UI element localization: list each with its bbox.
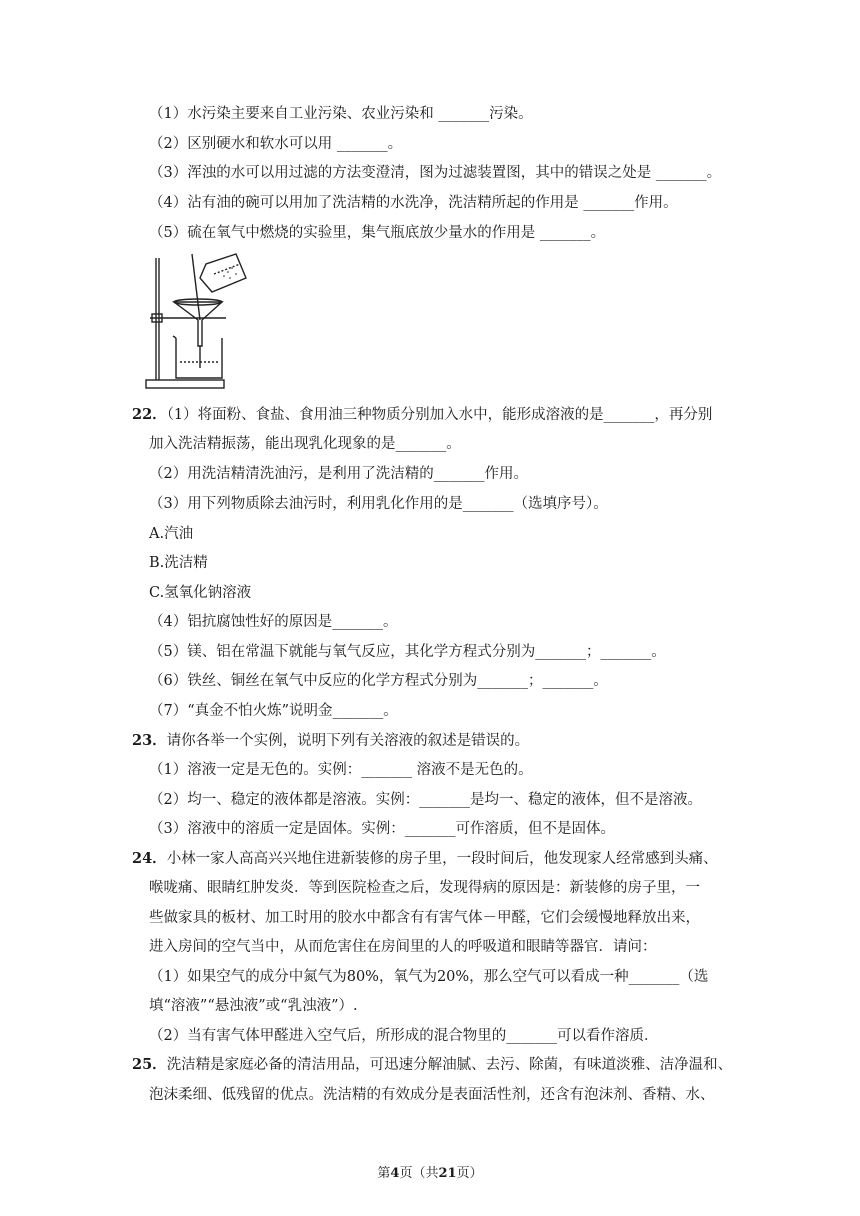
q21-line-5: （5）硫在氧气中燃烧的实验里，集气瓶底放少量水的作用是 _______。 xyxy=(149,225,606,241)
q22-option-c: C.氢氧化钠溶液 xyxy=(149,585,252,601)
q22-line-3: （2）用洗洁精清洗油污，是利用了洗洁精的_______作用。 xyxy=(149,466,528,482)
q24-line-7: （2）当有害气体甲醛进入空气后，所形成的混合物里的_______可以看作溶质． xyxy=(149,1028,659,1044)
q22-line-1: 22．（1）将面粉、食盐、食用油三种物质分别加入水中，能形成溶液的是_______，再分别 xyxy=(132,406,713,423)
question-number: 24． xyxy=(132,850,167,867)
page-total: 21 xyxy=(438,1166,457,1181)
q24-line-3: 些做家具的板材、加工时用的胶水中都含有有害气体－甲醛，它们会缓慢地释放出来， xyxy=(149,910,700,926)
q22-line-9: （5）镁、铝在常温下就能与氧气反应，其化学方程式分别为_______；_______。 xyxy=(149,644,666,660)
page-footer: 第4页（共21页） xyxy=(377,1166,483,1181)
q22-line-10: （6）铁丝、铜丝在氧气中反应的化学方程式分别为_______；_______。 xyxy=(149,673,608,689)
q22-line-4: （3）用下列物质除去油污时，利用乳化作用的是_______（选填序号）。 xyxy=(149,496,608,512)
q22-line-2: 加入洗洁精振荡，能出现乳化现象的是_______。 xyxy=(149,436,461,452)
q22-option-a: A.汽油 xyxy=(149,526,194,542)
q23-line-1: 23．请你各举一个实例，说明下列有关溶液的叙述是错误的。 xyxy=(132,732,530,749)
q22-option-b: B.洗洁精 xyxy=(149,555,208,571)
question-number: 25． xyxy=(132,1056,167,1073)
question-number: 23． xyxy=(132,732,167,749)
q24-line-6: 填“溶液”“悬浊液”或“乳浊液”）. xyxy=(149,998,358,1014)
q25-line-1: 25．洗洁精是家庭必备的清洁用品，可迅速分解油腻、去污、除菌，有味道淡雅、洁净温和、 xyxy=(132,1056,733,1073)
page-number: 4 xyxy=(390,1166,400,1181)
q24-line-2: 喉咙痛、眼睛红肿发炎．等到医院检查之后，发现得病的原因是：新装修的房子里，一 xyxy=(149,880,700,896)
q21-line-3: （3）浑浊的水可以用过滤的方法变澄清，图为过滤装置图，其中的错误之处是 _______。 xyxy=(149,165,722,181)
q23-line-2: （1）溶液一定是无色的。实例：_______ 溶液不是无色的。 xyxy=(149,762,533,778)
filtration-apparatus-figure xyxy=(140,250,250,392)
question-number: 22． xyxy=(132,406,167,423)
q23-line-4: （3）溶液中的溶质一定是固体。实例：_______可作溶质，但不是固体。 xyxy=(149,821,615,837)
q21-line-2: （2）区别硬水和软水可以用 _______。 xyxy=(149,136,403,152)
q21-line-4: （4）沾有油的碗可以用加了洗洁精的水洗净，洗洁精所起的作用是 _______作用。 xyxy=(149,195,678,211)
q24-line-4: 进入房间的空气当中，从而危害住在房间里的人的呼吸道和眼睛等器官．请问： xyxy=(149,939,657,955)
q24-line-5: （1）如果空气的成分中氮气为80%，氧气为20%，那么空气可以看成一种_______（选 xyxy=(149,969,709,985)
q22-line-8: （4）铝抗腐蚀性好的原因是_______。 xyxy=(149,614,398,630)
q24-line-1: 24．小林一家人高高兴兴地住进新装修的房子里，一段时间后，他发现家人经常感到头痛、 xyxy=(132,850,718,867)
q21-line-1: （1）水污染主要来自工业污染、农业污染和 _______污染。 xyxy=(149,106,533,122)
q23-line-3: （2）均一、稳定的液体都是溶液。实例：_______是均一、稳定的液体，但不是溶液。 xyxy=(149,792,702,808)
q25-line-2: 泡沫柔细、低残留的优点。洗洁精的有效成分是表面活性剂，还含有泡沫剂、香精、水、 xyxy=(149,1087,715,1103)
q22-line-11: （7）“真金不怕火炼”说明金_______。 xyxy=(149,703,398,719)
